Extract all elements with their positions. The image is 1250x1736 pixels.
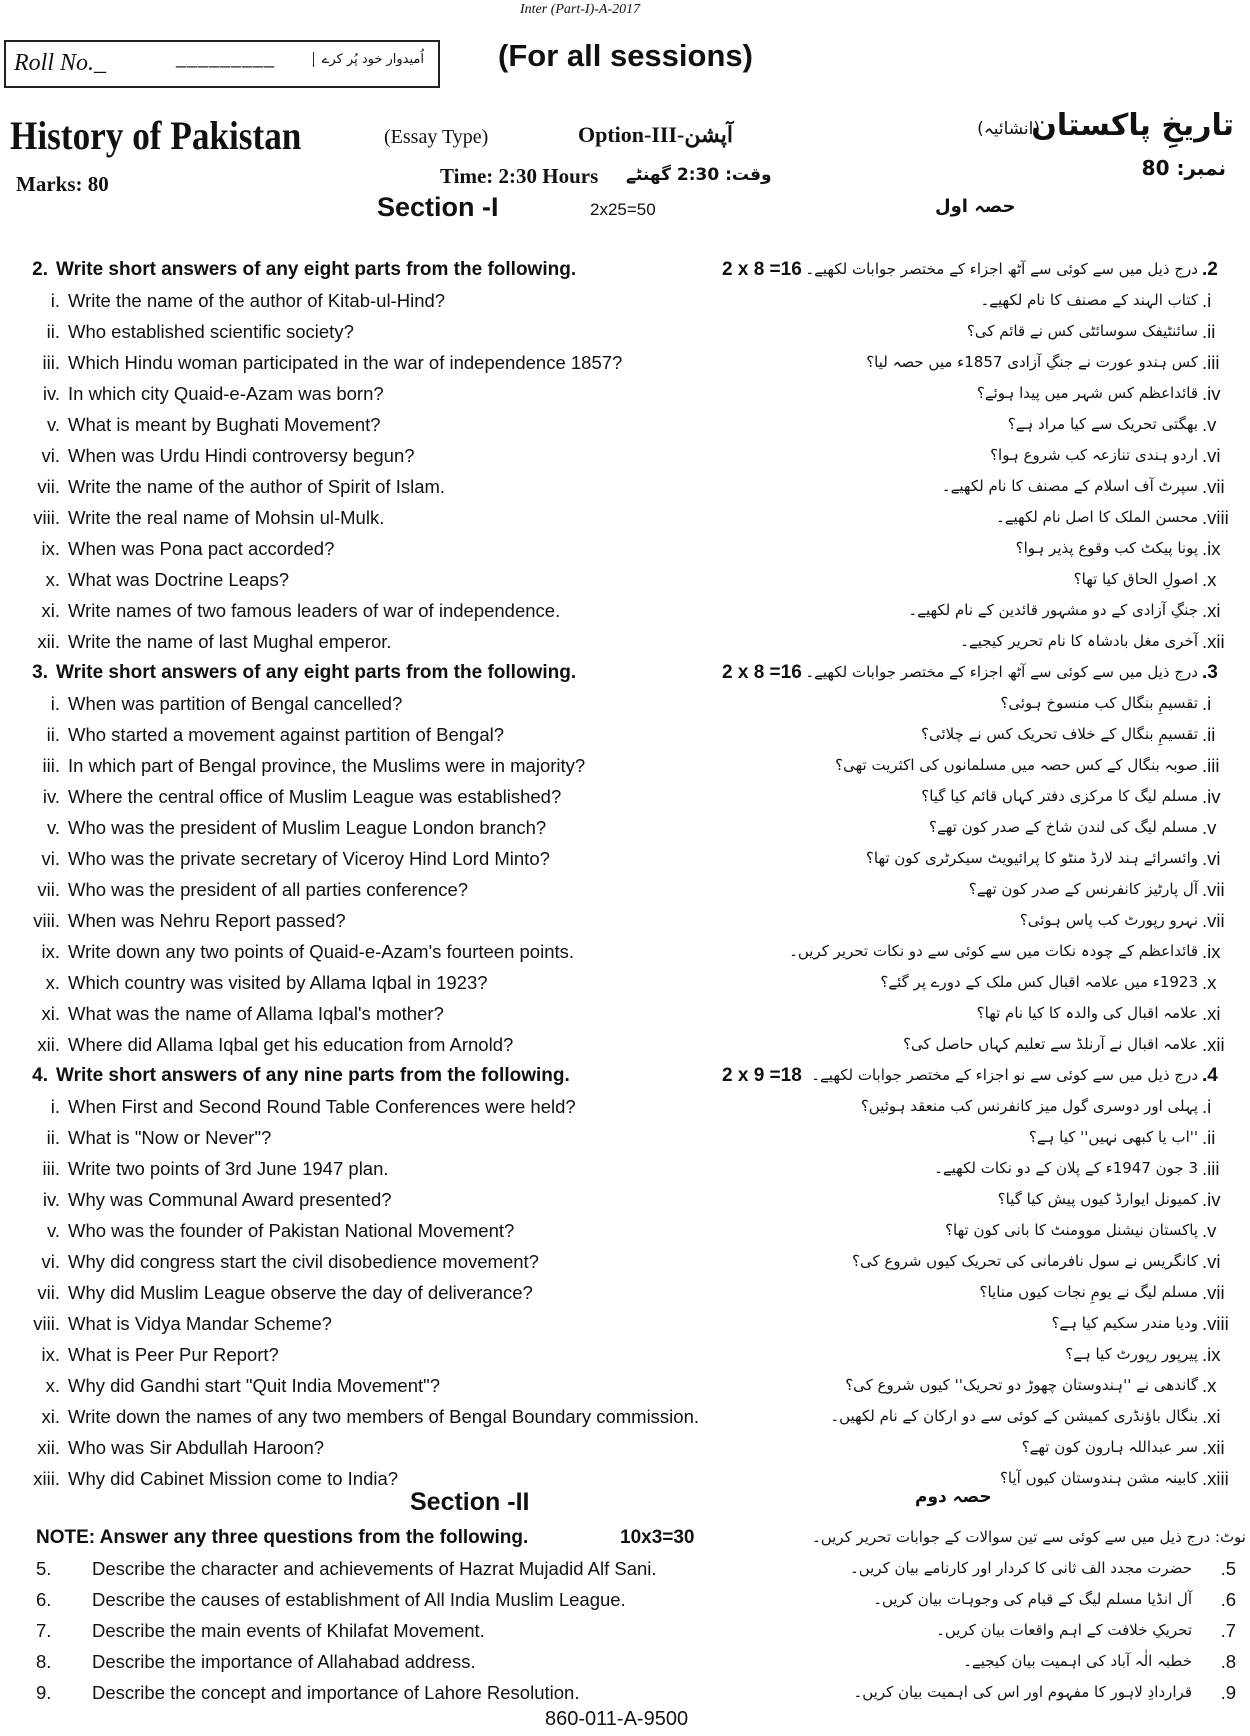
question-item bbox=[0, 347, 1250, 378]
item-text-urdu: نہرو رپورٹ کب پاس ہوئی؟ bbox=[1019, 911, 1198, 929]
long-question bbox=[0, 1553, 1250, 1584]
item-text-urdu: کانگریس نے سول نافرمانی کی تحریک کیوں شروع کی؟ bbox=[852, 1252, 1198, 1270]
long-question-number-urdu: .5 bbox=[1220, 1558, 1236, 1579]
sessions-label: (For all sessions) bbox=[498, 38, 753, 73]
item-text: In which part of Bengal province, the Muslims were in majority? bbox=[68, 755, 586, 776]
question-item bbox=[0, 1339, 1250, 1370]
item-number: xi. bbox=[41, 1003, 60, 1024]
question-item bbox=[0, 564, 1250, 595]
item-number-urdu: .ii bbox=[1202, 724, 1216, 745]
item-text-urdu: علامہ اقبال کی والدہ کا کیا نام تھا؟ bbox=[976, 1004, 1198, 1022]
item-number: ix. bbox=[41, 538, 60, 559]
question-number-urdu: .2 bbox=[1202, 259, 1218, 280]
item-text: What is meant by Bughati Movement? bbox=[68, 414, 381, 435]
item-text: Write the name of last Mughal emperor. bbox=[68, 631, 392, 652]
item-text-urdu: کتاب الہند کے مصنف کا نام لکھیے۔ bbox=[980, 291, 1198, 309]
section-1-questions bbox=[0, 254, 1250, 1494]
question-item bbox=[0, 1153, 1250, 1184]
time-urdu: وقت: 2:30 گھنٹے bbox=[626, 165, 772, 185]
item-text-urdu: 3 جون 1947ء کے پلان کے دو نکات لکھیے۔ bbox=[934, 1159, 1198, 1177]
item-text-urdu: صوبہ بنگال کے کس حصہ میں مسلمانوں کی اکثریت تھی؟ bbox=[835, 756, 1198, 774]
item-text: Write the real name of Mohsin ul-Mulk. bbox=[68, 507, 385, 528]
question-number: 4. bbox=[32, 1065, 48, 1086]
item-text: What was Doctrine Leaps? bbox=[68, 569, 290, 590]
item-number: iii. bbox=[42, 352, 60, 373]
item-number-urdu: .vi bbox=[1202, 445, 1221, 466]
item-text: Who started a movement against partition of Bengal? bbox=[68, 724, 505, 745]
item-text-urdu: بھگتی تحریک سے کیا مراد ہے؟ bbox=[1007, 415, 1198, 433]
item-text-urdu: سر عبداللہ ہارون کون تھے؟ bbox=[1021, 1438, 1198, 1456]
item-text-urdu: پہلی اور دوسری گول میز کانفرنس کب منعقد ہوئیں؟ bbox=[860, 1097, 1198, 1115]
question-header bbox=[0, 254, 1250, 285]
item-text-urdu: تقسیمِ بنگال کب منسوخ ہوئی؟ bbox=[1000, 694, 1198, 712]
item-number: ix. bbox=[41, 1344, 60, 1365]
item-text: Where did Allama Iqbal get his education from Arnold? bbox=[68, 1034, 514, 1055]
question-item bbox=[0, 1122, 1250, 1153]
item-text-urdu: تقسیمِ بنگال کے خلاف تحریک کس نے چلائی؟ bbox=[920, 725, 1198, 743]
question-item bbox=[0, 1029, 1250, 1060]
item-text-urdu: قائداعظم کس شہر میں پیدا ہوئے؟ bbox=[976, 384, 1198, 402]
item-text-urdu: پیرپور رپورٹ کیا ہے؟ bbox=[1065, 1345, 1198, 1363]
question-item bbox=[0, 1308, 1250, 1339]
item-text-urdu: مسلم لیگ کا مرکزی دفتر کہاں قائم کیا گیا؟ bbox=[921, 787, 1198, 805]
question-item bbox=[0, 533, 1250, 564]
question-marks: 2 x 8 =16 bbox=[722, 662, 802, 683]
item-text: Why did Muslim League observe the day of deliverance? bbox=[68, 1282, 533, 1303]
question-instruction: Write short answers of any eight parts from the following. bbox=[56, 662, 577, 683]
question-item bbox=[0, 1370, 1250, 1401]
item-text-urdu: گاندھی نے ''ہندوستان چھوڑ دو تحریک'' کیوں شروع کی؟ bbox=[845, 1376, 1198, 1394]
item-number: v. bbox=[46, 1220, 60, 1241]
item-text-urdu: بنگال باؤنڈری کمیشن کے کوئی سے دو ارکان کے نام لکھیں۔ bbox=[830, 1407, 1198, 1425]
item-number: vi. bbox=[41, 445, 60, 466]
question-item bbox=[0, 285, 1250, 316]
item-text: Why did congress start the civil disobedience movement? bbox=[68, 1251, 539, 1272]
long-question-number: 9. bbox=[36, 1682, 52, 1703]
long-question-text: Describe the concept and importance of Lahore Resolution. bbox=[92, 1682, 580, 1703]
question-item bbox=[0, 595, 1250, 626]
item-number: i. bbox=[50, 693, 60, 714]
item-text: When was partition of Bengal cancelled? bbox=[68, 693, 403, 714]
question-item bbox=[0, 1215, 1250, 1246]
roll-no-blank[interactable]: _________ bbox=[176, 48, 276, 68]
item-text-urdu: کس ہندو عورت نے جنگِ آزادی 1857ء میں حصہ لیا؟ bbox=[866, 353, 1198, 371]
question-item bbox=[0, 967, 1250, 998]
long-question-number: 7. bbox=[36, 1620, 52, 1641]
question-item bbox=[0, 905, 1250, 936]
item-number-urdu: .iii bbox=[1202, 755, 1220, 776]
item-number: x. bbox=[45, 1375, 60, 1396]
item-text-urdu: سپرٹ آف اسلام کے مصنف کا نام لکھیے۔ bbox=[941, 477, 1198, 495]
question-item bbox=[0, 626, 1250, 657]
question-marks: 2 x 9 =18 bbox=[722, 1065, 802, 1086]
item-number: viii. bbox=[33, 1313, 60, 1334]
item-number: iii. bbox=[42, 1158, 60, 1179]
item-number: iv. bbox=[42, 383, 60, 404]
item-number-urdu: .ix bbox=[1202, 941, 1221, 962]
long-question bbox=[0, 1646, 1250, 1677]
item-text: Why did Cabinet Mission come to India? bbox=[68, 1468, 399, 1489]
item-text-urdu: 1923ء میں علامہ اقبال کس ملک کے دورے پر گئے؟ bbox=[880, 973, 1198, 991]
item-text-urdu: پاکستان نیشنل موومنٹ کا بانی کون تھا؟ bbox=[945, 1221, 1198, 1239]
section-2-marks: 10x3=30 bbox=[620, 1527, 695, 1548]
item-text-urdu: قائداعظم کے چودہ نکات میں سے کوئی سے دو نکات تحریر کریں۔ bbox=[789, 942, 1198, 960]
item-number: xi. bbox=[41, 600, 60, 621]
item-number-urdu: .vi bbox=[1202, 1251, 1221, 1272]
item-text-urdu: سائنٹیفک سوسائٹی کس نے قائم کی؟ bbox=[966, 322, 1198, 340]
item-number-urdu: .x bbox=[1202, 569, 1217, 590]
item-text-urdu: وائسرائے ہند لارڈ منٹو کا پرائیویٹ سیکرٹری کون تھا؟ bbox=[865, 849, 1198, 867]
question-header bbox=[0, 1060, 1250, 1091]
item-text: Why did Gandhi start "Quit India Movement"? bbox=[68, 1375, 440, 1396]
item-text-urdu: اصولِ الحاق کیا تھا؟ bbox=[1073, 570, 1198, 588]
question-item bbox=[0, 502, 1250, 533]
question-instruction-urdu: درج ذیل میں سے کوئی سے آٹھ اجزاء کے مختصر جوابات لکھیے۔ bbox=[805, 663, 1198, 681]
item-number-urdu: .vii bbox=[1202, 1282, 1225, 1303]
question-instruction-urdu: درج ذیل میں سے کوئی سے آٹھ اجزاء کے مختصر جوابات لکھیے۔ bbox=[805, 260, 1198, 278]
question-item bbox=[0, 1246, 1250, 1277]
item-text: Write two points of 3rd June 1947 plan. bbox=[68, 1158, 389, 1179]
time-label: Time: 2:30 Hours bbox=[440, 164, 599, 188]
section-2-urdu: حصہ دوم bbox=[915, 1487, 992, 1507]
item-number-urdu: .x bbox=[1202, 972, 1217, 993]
item-number-urdu: .xii bbox=[1202, 1437, 1225, 1458]
item-number-urdu: .i bbox=[1202, 290, 1212, 311]
item-number: vii. bbox=[37, 879, 60, 900]
item-text: Who was Sir Abdullah Haroon? bbox=[68, 1437, 325, 1458]
question-item bbox=[0, 471, 1250, 502]
item-number: iv. bbox=[42, 1189, 60, 1210]
item-number-urdu: .v bbox=[1202, 817, 1217, 838]
item-number-urdu: .viii bbox=[1202, 507, 1229, 528]
item-number: xii. bbox=[37, 631, 60, 652]
roll-no-label: Roll No._ bbox=[14, 50, 107, 76]
item-number: x. bbox=[45, 972, 60, 993]
item-number-urdu: .iii bbox=[1202, 352, 1220, 373]
long-question-number-urdu: .6 bbox=[1220, 1589, 1236, 1610]
long-question-text: Describe the main events of Khilafat Movement. bbox=[92, 1620, 485, 1641]
item-text: Write down any two points of Quaid-e-Azam's fourteen points. bbox=[68, 941, 575, 962]
item-text: Write down the names of any two members of Bengal Boundary commission. bbox=[68, 1406, 700, 1427]
item-number-urdu: .v bbox=[1202, 414, 1217, 435]
question-item bbox=[0, 1277, 1250, 1308]
item-number-urdu: .vii bbox=[1202, 476, 1225, 497]
section-1-urdu: حصہ اول bbox=[935, 196, 1016, 217]
long-question-number-urdu: .7 bbox=[1220, 1620, 1236, 1641]
item-text-urdu: علامہ اقبال نے آرنلڈ سے تعلیم کہاں حاصل کی؟ bbox=[903, 1035, 1198, 1053]
question-item bbox=[0, 874, 1250, 905]
long-question-text-urdu: حضرت مجدد الف ثانی کا کردار اور کارنامے بیان کریں۔ bbox=[849, 1559, 1192, 1577]
item-number-urdu: .vii bbox=[1202, 879, 1225, 900]
long-question-text-urdu: خطبہ الٰہ آباد کی اہمیت بیان کیجیے۔ bbox=[963, 1652, 1192, 1670]
question-item bbox=[0, 1091, 1250, 1122]
item-number: xi. bbox=[41, 1406, 60, 1427]
roll-no-urdu: اُمیدوار خود پُر کرے bbox=[313, 52, 424, 67]
item-number-urdu: .vii bbox=[1202, 910, 1225, 931]
urdu-title: تاریخِ پاکستان bbox=[1031, 108, 1234, 143]
item-text-urdu: ودیا مندر سکیم کیا ہے؟ bbox=[1051, 1314, 1198, 1332]
item-number: xii. bbox=[37, 1034, 60, 1055]
item-text: Write the name of the author of Kitab-ul-Hind? bbox=[68, 290, 446, 311]
item-text: In which city Quaid-e-Azam was born? bbox=[68, 383, 384, 404]
long-question-text-urdu: قراردادِ لاہور کا مفہوم اور اس کی اہمیت بیان کریں۔ bbox=[853, 1683, 1192, 1701]
question-item bbox=[0, 378, 1250, 409]
item-number: v. bbox=[46, 817, 60, 838]
question-item bbox=[0, 1432, 1250, 1463]
item-number-urdu: .xi bbox=[1202, 600, 1221, 621]
item-text: When was Nehru Report passed? bbox=[68, 910, 346, 931]
item-text: What is Peer Pur Report? bbox=[68, 1344, 279, 1365]
item-number: vii. bbox=[37, 1282, 60, 1303]
question-item bbox=[0, 1401, 1250, 1432]
long-question-text: Describe the character and achievements of Hazrat Mujadid Alf Sani. bbox=[92, 1558, 657, 1579]
urdu-type: (انشائیہ) bbox=[977, 119, 1040, 139]
item-number-urdu: .ii bbox=[1202, 321, 1216, 342]
item-text-urdu: آل پارٹیز کانفرنس کے صدر کون تھے؟ bbox=[968, 880, 1198, 898]
item-number: i. bbox=[50, 1096, 60, 1117]
marks-urdu: نمبر: 80 bbox=[1141, 156, 1226, 180]
item-number: iii. bbox=[42, 755, 60, 776]
long-question-text-urdu: آل انڈیا مسلم لیگ کے قیام کی وجوہات بیان کریں۔ bbox=[873, 1590, 1192, 1608]
question-number-urdu: .4 bbox=[1202, 1065, 1218, 1086]
question-number: 3. bbox=[32, 662, 48, 683]
item-text: Who was the founder of Pakistan National Movement? bbox=[68, 1220, 515, 1241]
item-number: xii. bbox=[37, 1437, 60, 1458]
long-question-number: 5. bbox=[36, 1558, 52, 1579]
item-number: viii. bbox=[33, 507, 60, 528]
question-number-urdu: .3 bbox=[1202, 662, 1218, 683]
long-question-number: 6. bbox=[36, 1589, 52, 1610]
question-item bbox=[0, 440, 1250, 471]
question-item bbox=[0, 750, 1250, 781]
item-number-urdu: .iv bbox=[1202, 1189, 1221, 1210]
item-text: Who was the private secretary of Viceroy Hind Lord Minto? bbox=[68, 848, 550, 869]
item-text-urdu: جنگِ آزادی کے دو مشہور قائدین کے نام لکھیے۔ bbox=[908, 601, 1198, 619]
long-question-text: Describe the causes of establishment of All India Muslim League. bbox=[92, 1589, 626, 1610]
question-item bbox=[0, 719, 1250, 750]
marks-label: Marks: 80 bbox=[16, 172, 109, 196]
paper-type: (Essay Type) bbox=[384, 126, 489, 148]
item-text: What is "Now or Never"? bbox=[68, 1127, 272, 1148]
item-number: ii. bbox=[46, 321, 60, 342]
item-number: ii. bbox=[46, 724, 60, 745]
item-number: x. bbox=[45, 569, 60, 590]
paper-code: Inter (Part-I)-A-2017 bbox=[520, 2, 641, 17]
item-number-urdu: .viii bbox=[1202, 1313, 1229, 1334]
item-text: Which country was visited by Allama Iqbal in 1923? bbox=[68, 972, 488, 993]
long-question-number-urdu: .8 bbox=[1220, 1651, 1236, 1672]
question-item bbox=[0, 998, 1250, 1029]
long-question-number: 8. bbox=[36, 1651, 52, 1672]
item-number: vi. bbox=[41, 848, 60, 869]
item-text: Which Hindu woman participated in the war of independence 1857? bbox=[68, 352, 623, 373]
item-number-urdu: .xii bbox=[1202, 1034, 1225, 1055]
section-2-title: Section -II bbox=[410, 1488, 530, 1516]
question-item bbox=[0, 409, 1250, 440]
item-text: Where the central office of Muslim League was established? bbox=[68, 786, 562, 807]
section-1-marks: 2x25=50 bbox=[590, 200, 656, 219]
item-number: v. bbox=[46, 414, 60, 435]
long-question-text: Describe the importance of Allahabad address. bbox=[92, 1651, 476, 1672]
item-number: vi. bbox=[41, 1251, 60, 1272]
item-number: i. bbox=[50, 290, 60, 311]
question-instruction: Write short answers of any nine parts from the following. bbox=[56, 1065, 570, 1086]
question-item bbox=[0, 812, 1250, 843]
question-number: 2. bbox=[32, 259, 48, 280]
item-number-urdu: .v bbox=[1202, 1220, 1217, 1241]
item-number: xiii. bbox=[33, 1468, 60, 1489]
item-text: When was Pona pact accorded? bbox=[68, 538, 335, 559]
item-number: ii. bbox=[46, 1127, 60, 1148]
item-text: Who established scientific society? bbox=[68, 321, 354, 342]
item-number-urdu: .xii bbox=[1202, 631, 1225, 652]
item-number: ix. bbox=[41, 941, 60, 962]
item-text: When First and Second Round Table Conferences were held? bbox=[68, 1096, 576, 1117]
long-question bbox=[0, 1615, 1250, 1646]
item-number-urdu: .iv bbox=[1202, 383, 1221, 404]
item-text-urdu: مسلم لیگ نے یومِ نجات کیوں منایا؟ bbox=[979, 1283, 1198, 1301]
item-number-urdu: .i bbox=[1202, 1096, 1212, 1117]
item-number-urdu: .x bbox=[1202, 1375, 1217, 1396]
item-number: viii. bbox=[33, 910, 60, 931]
long-question-number-urdu: .9 bbox=[1220, 1682, 1236, 1703]
long-question bbox=[0, 1677, 1250, 1708]
question-header bbox=[0, 657, 1250, 688]
question-item bbox=[0, 688, 1250, 719]
section-1-title: Section -I bbox=[377, 192, 499, 222]
item-text: Who was the president of Muslim League London branch? bbox=[68, 817, 547, 838]
paper-title: History of Pakistan bbox=[10, 113, 302, 158]
question-marks: 2 x 8 =16 bbox=[722, 259, 802, 280]
item-number-urdu: .vi bbox=[1202, 848, 1221, 869]
item-number-urdu: .iv bbox=[1202, 786, 1221, 807]
section-2-note-urdu: نوٹ: درج ذیل میں سے کوئی سے تین سوالات کے جوابات تحریر کریں۔ bbox=[811, 1528, 1246, 1546]
item-text-urdu: ''اب یا کبھی نہیں'' کیا ہے؟ bbox=[1028, 1128, 1198, 1146]
question-item bbox=[0, 843, 1250, 874]
option-label: Option-III-آپشن bbox=[578, 122, 733, 147]
item-text-urdu: آخری مغل بادشاہ کا نام تحریر کیجیے۔ bbox=[960, 632, 1198, 650]
question-instruction: Write short answers of any eight parts from the following. bbox=[56, 259, 577, 280]
item-number-urdu: .xi bbox=[1202, 1406, 1221, 1427]
question-item bbox=[0, 1463, 1250, 1494]
item-number: iv. bbox=[42, 786, 60, 807]
question-item bbox=[0, 936, 1250, 967]
item-text-urdu: کمیونل ایوارڈ کیوں پیش کیا گیا؟ bbox=[997, 1190, 1198, 1208]
question-instruction-urdu: درج ذیل میں سے کوئی سے نو اجزاء کے مختصر جوابات لکھیے۔ bbox=[811, 1066, 1198, 1084]
item-text: What is Vidya Mandar Scheme? bbox=[68, 1313, 332, 1334]
question-item bbox=[0, 781, 1250, 812]
long-question-text-urdu: تحریکِ خلافت کے اہم واقعات بیان کریں۔ bbox=[936, 1621, 1192, 1639]
item-number-urdu: .xiii bbox=[1202, 1468, 1229, 1489]
item-number-urdu: .i bbox=[1202, 693, 1212, 714]
item-text-urdu: پونا پیکٹ کب وقوع پذیر ہوا؟ bbox=[1015, 539, 1198, 557]
item-number-urdu: .ix bbox=[1202, 1344, 1221, 1365]
item-text: Write the name of the author of Spirit of Islam. bbox=[68, 476, 446, 497]
roll-no-box[interactable] bbox=[4, 40, 440, 88]
item-text-urdu: مسلم لیگ کی لندن شاخ کے صدر کون تھے؟ bbox=[928, 818, 1198, 836]
item-text: When was Urdu Hindi controversy begun? bbox=[68, 445, 415, 466]
long-question bbox=[0, 1584, 1250, 1615]
footer-code: 860-011-A-9500 bbox=[545, 1708, 689, 1730]
section-2-note: NOTE: Answer any three questions from the following. bbox=[36, 1527, 529, 1548]
item-number-urdu: .ix bbox=[1202, 538, 1221, 559]
item-text-urdu: محسن الملک کا اصل نام لکھیے۔ bbox=[995, 508, 1198, 526]
item-text: Write names of two famous leaders of war of independence. bbox=[68, 600, 561, 621]
item-number-urdu: .xi bbox=[1202, 1003, 1221, 1024]
item-text: Why was Communal Award presented? bbox=[68, 1189, 392, 1210]
item-number: vii. bbox=[37, 476, 60, 497]
question-item bbox=[0, 1184, 1250, 1215]
question-item bbox=[0, 316, 1250, 347]
item-text-urdu: اردو ہندی تنازعہ کب شروع ہوا؟ bbox=[990, 446, 1198, 464]
item-text: Who was the president of all parties conference? bbox=[68, 879, 469, 900]
item-text-urdu: کابینہ مشن ہندوستان کیوں آیا؟ bbox=[999, 1469, 1198, 1487]
item-number-urdu: .iii bbox=[1202, 1158, 1220, 1179]
item-text: What was the name of Allama Iqbal's mother? bbox=[68, 1003, 444, 1024]
item-number-urdu: .ii bbox=[1202, 1127, 1216, 1148]
